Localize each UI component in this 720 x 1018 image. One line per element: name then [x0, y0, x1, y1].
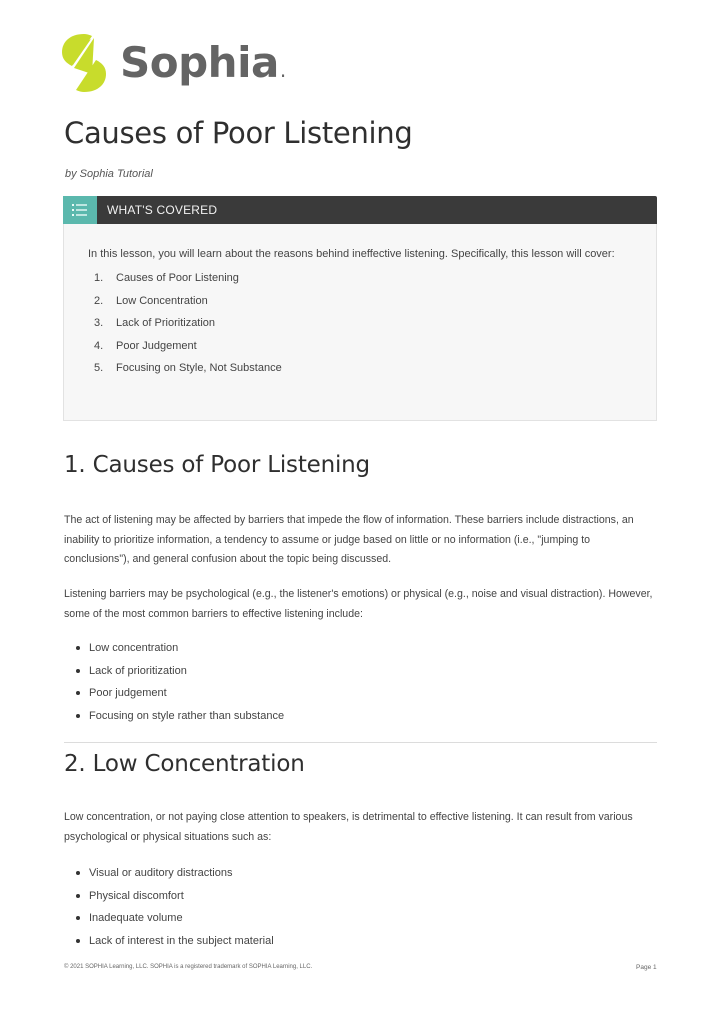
- covered-item: 4. Poor Judgement: [94, 339, 197, 352]
- sophia-wordmark: Sophia.: [120, 38, 286, 87]
- list-icon: [63, 196, 97, 224]
- document-title: Causes of Poor Listening: [64, 116, 413, 150]
- section-heading-causes: 1. Causes of Poor Listening: [64, 452, 370, 478]
- byline: by Sophia Tutorial: [65, 168, 153, 180]
- bullet-icon: [76, 646, 80, 650]
- list-item: Focusing on style rather than substance: [64, 705, 284, 728]
- bullet-icon: [76, 714, 80, 718]
- list-item: Lack of interest in the subject material: [64, 930, 274, 953]
- list-item: Poor judgement: [64, 682, 284, 705]
- list-item: Low concentration: [64, 637, 284, 660]
- list-item: Physical discomfort: [64, 885, 274, 908]
- whats-covered-box: [63, 196, 657, 421]
- section-paragraph: Listening barriers may be psychological (e.g., the listener's emotions) or physical (e.g., noise and visual distraction). However, some of the most common barriers to effective listening include:: [64, 588, 653, 620]
- bullet-icon: [76, 916, 80, 920]
- section-paragraph: Low concentration, or not paying close attention to speakers, is detrimental to effective listening. It can result from various psychological or physical situations such as:: [64, 811, 633, 843]
- sophia-logo: [62, 32, 286, 94]
- barriers-list: [64, 637, 284, 727]
- bullet-icon: [76, 894, 80, 898]
- covered-item: 5. Focusing on Style, Not Substance: [94, 362, 282, 374]
- section-paragraph: The act of listening may be affected by barriers that impede the flow of information. These barriers include distractions, an inability to prioritize information, a tendency to assume or judge based on little or no information (i.e., "jumping to conclusions"), and general confusion about the topic being discussed.: [64, 514, 634, 565]
- bullet-icon: [76, 939, 80, 943]
- covered-item: 2. Low Concentration: [94, 294, 208, 307]
- list-item: Inadequate volume: [64, 907, 274, 930]
- concentration-causes-list: [64, 862, 274, 952]
- section-divider: [64, 742, 657, 743]
- page-number: Page 1: [636, 964, 657, 971]
- bullet-icon: [76, 871, 80, 875]
- footer-copyright: © 2021 SOPHIA Learning, LLC. SOPHIA is a registered trademark of SOPHIA Learning, LLC.: [64, 964, 313, 970]
- whats-covered-list: [88, 267, 632, 380]
- bullet-icon: [76, 669, 80, 673]
- whats-covered-intro: In this lesson, you will learn about the reasons behind ineffective listening. Specifically, this lesson will cover:: [88, 248, 615, 260]
- sophia-logo-mark-icon: [62, 32, 106, 94]
- section-heading-low-concentration: 2. Low Concentration: [64, 751, 305, 777]
- covered-item: 3. Lack of Prioritization: [94, 317, 216, 329]
- list-item: Visual or auditory distractions: [64, 862, 274, 885]
- whats-covered-body: [63, 224, 657, 421]
- bullet-icon: [76, 691, 80, 695]
- whats-covered-title: WHAT'S COVERED: [107, 203, 218, 217]
- whats-covered-header: [63, 196, 657, 224]
- list-item: Lack of prioritization: [64, 660, 284, 683]
- covered-item: 1. Causes of Poor Listening: [94, 272, 239, 284]
